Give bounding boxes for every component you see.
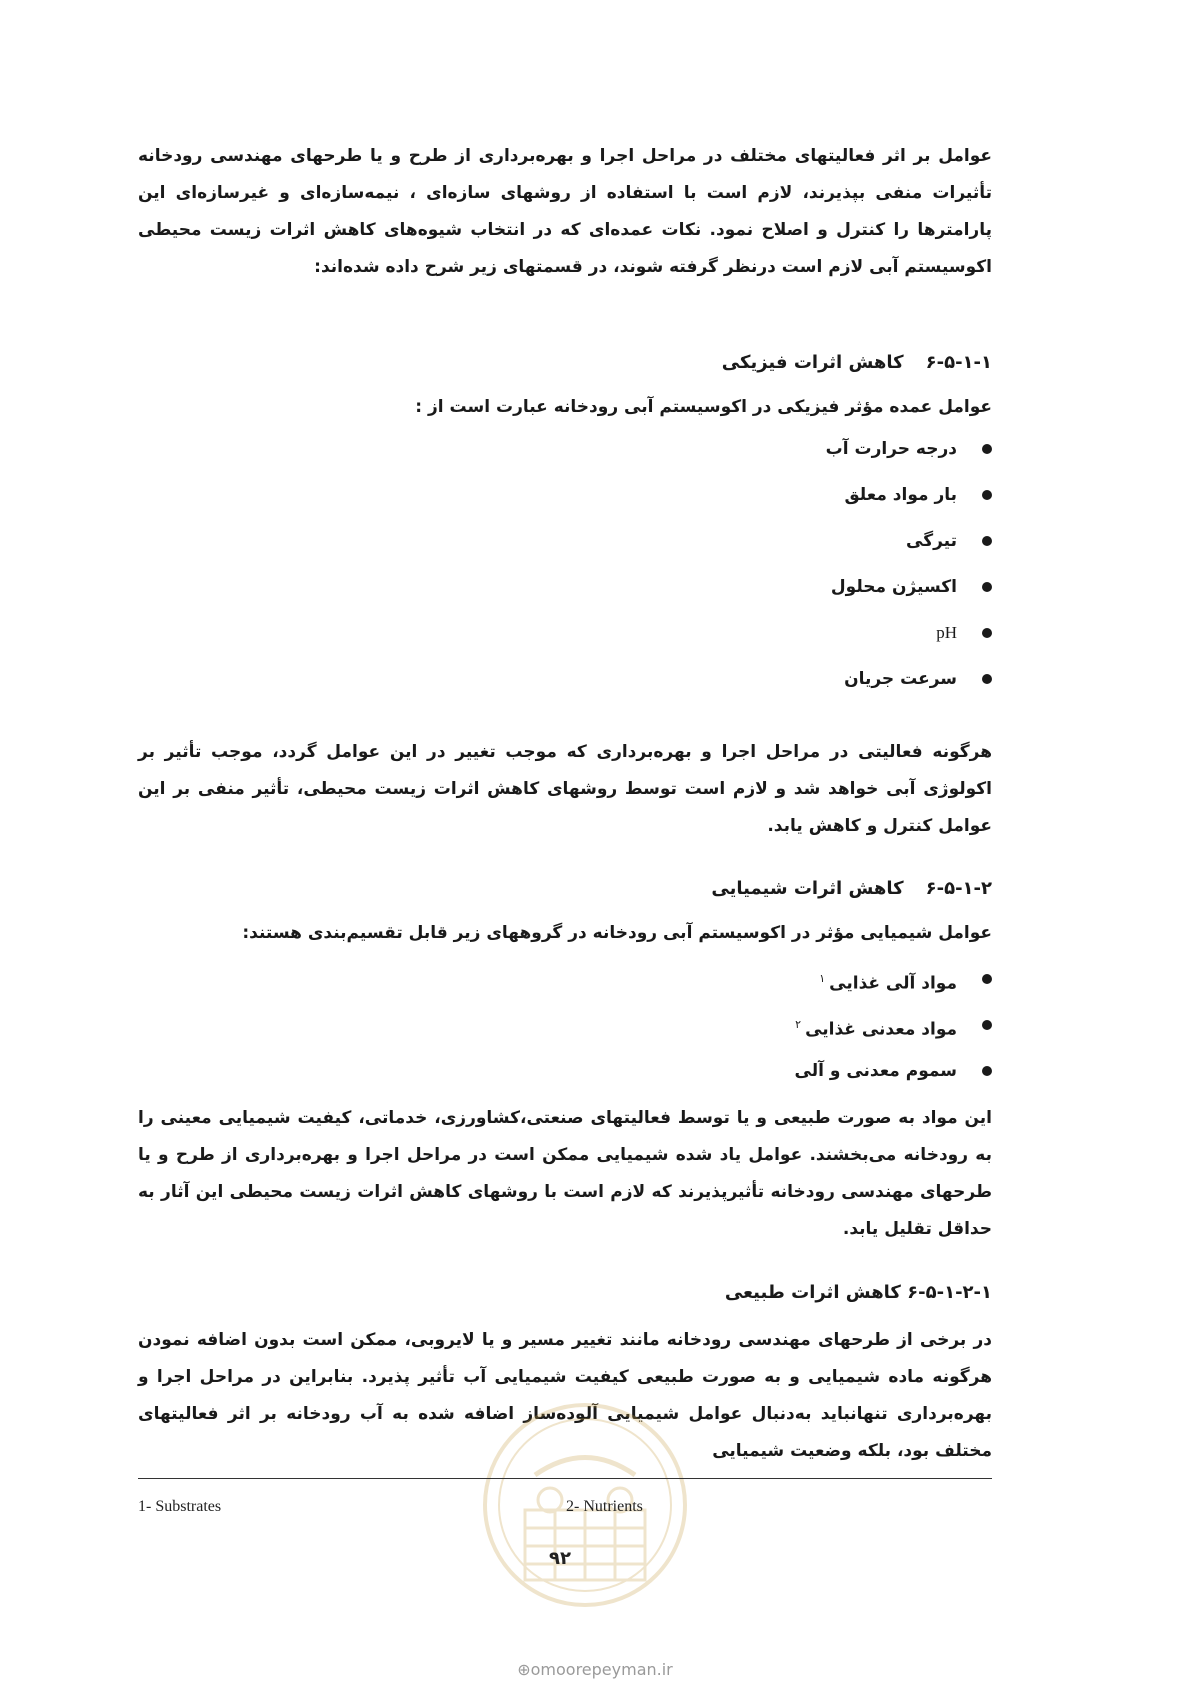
footnote-ref: ۲: [795, 1018, 802, 1031]
bullet-icon: [982, 974, 992, 984]
section3-heading: ۶-۵-۱-۲-۱ کاهش اثرات طبیعی: [724, 1282, 992, 1303]
section2-lead: عوامل شیمیایی مؤثر در اکوسیستم آبی رودخانه در گروههای زیر قابل تقسیم‌بندی هستند:: [242, 923, 992, 943]
list-item: تیرگی: [138, 518, 992, 564]
bullet-icon: [982, 444, 992, 454]
section1-heading: [138, 348, 992, 378]
section1-number: ۶-۵-۱-۱: [925, 352, 992, 373]
list-item: مواد معدنی غذایی$^۲$: [138, 1002, 992, 1048]
section3-paragraph: در برخی از طرحهای مهندسی رودخانه مانند تغییر مسیر و یا لایروبی، ممکن است بدون اضافه نمودن هرگونه ماده شیمیایی و به صورت طبیعی کیفیت شیمیایی آب تأثیر پذیرد. بنابراین در مراحل اجرا و بهره‌برداری تنهانباید به‌دنبال عوامل شیمیایی آلوده‌ساز اضافه شده به آب رودخانه بر اثر فعالیتهای مختلف بود، بلکه وضعیت شیمیایی: [138, 1330, 992, 1461]
intro-paragraph: عوامل بر اثر فعالیتهای مختلف در مراحل اجرا و بهره‌برداری از طرح و یا طرحهای مهندسی رودخانه تأثیرات منفی بپذیرند، لازم است با استفاده از روشهای سازه‌ای ، نیمه‌سازه‌ای و غیرسازه‌ای این پارامترها را کنترل و اصلاح نمود. نکات عمده‌ای که در انتخاب شیوه‌های کاهش اثرات زیست محیطی اکوسیستم آبی لازم است درنظر گرفته شوند، در قسمتهای زیر شرح داده شده‌اند:: [138, 146, 992, 277]
page-number: ۹۲: [549, 1548, 571, 1569]
section2-title: کاهش اثرات شیمیایی: [711, 878, 904, 899]
footnote-ref: ۱: [819, 972, 826, 985]
watermark-site-text: ⊕omoorepeyman.ir: [517, 1660, 673, 1679]
list-item: pH: [138, 610, 992, 656]
list-item: درجه حرارت آب: [138, 426, 992, 472]
section2-heading: [138, 874, 992, 904]
list-item: بار مواد معلق: [138, 472, 992, 518]
bullet-icon: [982, 1066, 992, 1076]
list-item: سموم معدنی و آلی: [138, 1048, 992, 1094]
list-item: سرعت جریان: [138, 656, 992, 702]
section1-closing: هرگونه فعالیتی در مراحل اجرا و بهره‌برداری که موجب تغییر در این عوامل گردد، موجب تأثیر بر اکولوژی آبی خواهد شد و لازم است توسط روشهای کاهش اثرات زیست محیطی، تأثیر منفی بر این عوامل کنترل و کاهش یابد.: [138, 742, 992, 836]
section1-title: کاهش اثرات فیزیکی: [721, 352, 904, 373]
site-icon: ⊕: [517, 1660, 531, 1679]
bullet-icon: [982, 674, 992, 684]
section2-list: [138, 956, 992, 1094]
bullet-icon: [982, 536, 992, 546]
bullet-icon: [982, 490, 992, 500]
list-item: مواد آلی غذایی$^۱$: [138, 956, 992, 1002]
section1-list: [138, 426, 992, 702]
bullet-icon: [982, 582, 992, 592]
bullet-icon: [982, 628, 992, 638]
section2-number: ۶-۵-۱-۲: [925, 878, 992, 899]
section2-closing: این مواد به صورت طبیعی و یا توسط فعالیتهای صنعتی،کشاورزی، خدماتی، کیفیت شیمیایی معینی را به رودخانه می‌بخشند. عوامل یاد شده شیمیایی ممکن است در مراحل اجرا و بهره‌برداری از طرح و یا طرحهای مهندسی رودخانه تأثیرپذیرند که لازم است با روشهای کاهش اثرات زیست محیطی این آثار به حداقل تقلیل یابد.: [138, 1108, 992, 1239]
footnote-1: 1- Substrates: [138, 1498, 222, 1515]
list-item: اکسیژن محلول: [138, 564, 992, 610]
section1-lead: عوامل عمده مؤثر فیزیکی در اکوسیستم آبی رودخانه عبارت است از :: [415, 397, 992, 417]
footnote-2: 2- Nutrients: [566, 1498, 643, 1515]
footnote-divider: [138, 1478, 992, 1479]
bullet-icon: [982, 1020, 992, 1030]
